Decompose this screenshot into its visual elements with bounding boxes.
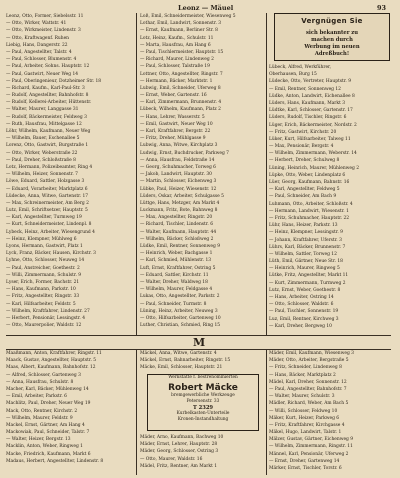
directory-entry: Löwe, Eduard, Sattler, Holzgasse 3	[6, 179, 85, 185]
directory-entry: Madaus, Herbert, Angestellter, Lindenstr. 8	[6, 458, 104, 464]
directory-entry: Lüdke, Emil, Rentner, Sonnenweg 9	[140, 244, 220, 249]
directory-entry: Lottner, Otto, Angestellter, Ringstr. 7	[140, 71, 223, 77]
directory-entry: Lührs, Karl, Bäcker, Brunnenstr. 7	[269, 244, 346, 250]
directory-entry: — Otto, Maurerpolier, Waldstr. 12	[6, 323, 82, 329]
directory-entry: — Fritz, Gastwirt, Kirchstr. 20	[269, 129, 337, 135]
directory-entry: — Richard, Kaufm., Karl-Paul-Str. 3	[6, 85, 85, 91]
directory-entry: Lüders, Rudolf, Tischler, Ringstr. 6	[269, 115, 347, 121]
directory-entry: — Martin, Schlosser, Eichenweg 3	[140, 179, 217, 185]
directory-entry: — Paul, Dreher, Schloßstraße 8	[6, 157, 76, 163]
directory-entry: — Rudolf, Kellerei-Arbeiter, Hüttenstr.	[6, 100, 92, 106]
directory-entry: — Willi, Schlosser, Feldweg 10	[269, 408, 338, 414]
directory-entry: Lütke, Fritz, Angestellter, Markt 11	[269, 273, 349, 279]
directory-entry: — Paul, Schlosser, Talstraße 19	[140, 64, 210, 70]
directory-entry: — Richard, Tischler, Lindenstr. 6	[140, 222, 213, 228]
directory-entry: Macklin, Anton, Weber, Ringweg 1	[6, 444, 83, 450]
directory-entry: — Alfred, Schlosser, Gartenweg 3	[6, 372, 81, 378]
directory-entry: Lüttge, Hans, Metzger, Am Markt 4	[140, 200, 220, 206]
directory-entry: — Karl, Angestellter, Turmweg 19	[6, 215, 82, 221]
column-divider	[266, 13, 267, 335]
directory-entry: — Kurt, Zimmermann, Turmweg 2	[269, 280, 346, 286]
directory-entry: — Wilhelm, Maurer, Feldgasse 4	[140, 287, 213, 293]
directory-entry: Lüpke, Otto, Weber, Lindenplatz 6	[269, 172, 346, 178]
directory-entry: — Ernst, Kaufmann, Berliner Str. 8	[140, 28, 218, 34]
directory-entry: — Herbert, Dreher, Schulweg 8	[269, 158, 340, 164]
directory-entry: Lüdecke, Anna, Witwe, Gartenstr. 17	[6, 193, 89, 199]
directory-entry: — Emil, Rentner, Sonnenweg 12	[269, 86, 341, 92]
ad-line: Adreßbuch!	[314, 51, 350, 57]
directory-entry: Mädel, Karl, Dreher, Sonnenstr. 12	[269, 379, 347, 385]
directory-entry: Liebig, Hans, Dangerstr. 22	[6, 42, 68, 48]
directory-entry: Mäkel, Hugo, Landwirt, Talstr. 1	[269, 430, 342, 436]
directory-entry: Lüer, Georg, Kaufmann, Bahnstr. 16	[269, 180, 350, 185]
section-letter: M	[193, 336, 206, 349]
directory-entry: — Ernst, Weber, Gartenstr. 16	[140, 93, 207, 99]
directory-entry: Lühr, Hans, Heizer, Parkstr. 13	[269, 223, 338, 229]
directory-entry: Mäker, Kurt, Heizer, Parkweg 6	[269, 415, 340, 421]
directory-entry: — Otto, Wirker, Wattstr. 41	[6, 21, 67, 27]
directory-entry: Luckmann, Fritz, Bote, Bahnweg 8	[140, 208, 218, 214]
directory-entry: — Hans, Lehrer, Wasserstr. 5	[140, 114, 205, 120]
directory-entry: Lübeck, Alfred, Werkführer,	[269, 65, 332, 70]
directory-entry: — Hans, Bäcker, Marktplatz 2	[269, 372, 336, 378]
directory-entry: Männel, Karl, Pensionär, Uferweg 2	[269, 451, 349, 457]
directory-entry: — Paul, Schneider, Turmstr. 8	[140, 301, 207, 307]
directory-entry: Lüders, Oskar, Arbeiter, Schulgasse 5	[140, 193, 224, 199]
directory-entry: — Paul, Angestellter, Bahnhofstr. 7	[269, 386, 347, 392]
directory-entry: Lübke, Paul, Heizer, Wiesenstr. 12	[140, 186, 217, 192]
directory-entry: — Wilhelm, Heizer, Sonnenstr. 7	[6, 172, 78, 178]
directory-entry: — Paul, Schlosser, Blumenstr. 4	[6, 57, 77, 63]
directory-entry: — Hans, Arbeiter, Ostring 14	[269, 295, 334, 300]
directory-entry: — Otto, Wirker, Weberstraße 22	[6, 150, 78, 156]
directory-entry: Machlitz, Paul, Dreher, Neuer Weg 19	[6, 401, 91, 407]
directory-entry: — Karl, Kraftfahrer, Bergstr. 22	[140, 129, 211, 134]
directory-entry: — Fritz, Kraftfahrer, Kirchgasse 4	[269, 422, 345, 428]
directory-entry: Luz, Emil, Rentner, Kirchweg 3	[269, 316, 339, 322]
directory-entry: — Johann, Kraftfahrer, Uferstr. 3	[269, 237, 342, 243]
directory-entry: Lutz, Ernst, Weber, Goethestr. 8	[269, 287, 341, 293]
directory-entry: — Georg, Schuhmacher, Torweg 6	[140, 164, 216, 170]
directory-entry: — Hans, Kaufmann, Parkstr. 10	[6, 287, 76, 293]
directory-entry: Mädel, Fritz, Rentner, Am Markt 1	[140, 463, 218, 469]
directory-entry: Oberhausen, Burg 15	[269, 72, 317, 78]
directory-entry: — Fritz, Schneider, Lindenweg 8	[269, 365, 342, 371]
directory-entry: Ludwig, Ernst, Buchdrucker, Parkweg 7	[140, 150, 229, 156]
directory-entry: Mackel, Ernst, Gärtner, Am Hang 4	[6, 422, 85, 428]
directory-entry: Mäder, Ernst, Lehrer, Hauptstr. 28	[140, 442, 218, 448]
directory-entry: Mäder, Otto, Arbeiter, Bergstraße 5	[269, 358, 349, 364]
ad-line: Werbung im neuen	[304, 44, 360, 50]
directory-entry: — Otto, Kraftwagenf. Ruhen	[6, 35, 69, 41]
directory-entry: — Wilhelm, Bauer, Eschenallee 5	[6, 136, 80, 142]
directory-entry: Mäckel, Anna, Witwe, Gartenstr. 4	[140, 351, 217, 356]
directory-entry: Lüdecke, Otto, Vertreter, Hauptstr. 9	[269, 79, 351, 85]
directory-entry: — Anna, Hausfrau, Schulstr. 8	[6, 379, 74, 385]
directory-entry: — Walter, Maurer, Langgasse 31	[6, 107, 79, 113]
directory-entry: — Emil, Gastwirt, Neuer Weg 10	[140, 121, 213, 127]
directory-entry: Lubwig, Emil, Schneider, Uferweg 8	[140, 85, 221, 91]
column-divider	[136, 13, 137, 335]
directory-entry: — Ruth, Hausfrau, Mittelgasse 12	[6, 121, 82, 127]
directory-entry: Macke, Friedrich, Kaufmann, Markt 6	[6, 451, 91, 457]
directory-entry: — Marta, Hausfrau, Am Hang 6	[140, 42, 211, 48]
directory-entry: Leonz, Otto, Former, Siebelsstr. 11	[6, 14, 84, 19]
directory-entry: — Karl, Schmied, Mühlenstr. 13	[140, 258, 212, 264]
directory-entry: — Heinrich, Weber, Bachgasse 1	[140, 251, 213, 257]
directory-entry: — Paul, Arbeiter, Sohns. Hauptstr. 12	[6, 64, 90, 70]
mad-line: Petersenstr. 33	[186, 399, 220, 404]
directory-entry: Lybeck, Heinz, Arbeiter, Wiesengrund 4	[6, 229, 95, 235]
directory-entry: — Otto, Wirkmeister, Lindenstr. 3	[6, 28, 81, 34]
directory-entry: — Kurt, Schneidermeister, Lindenpl. 8	[6, 222, 92, 228]
ad-line: sich bekannter zu	[305, 30, 358, 36]
directory-entry: — Otto, Maurer, Waldstr. 16	[140, 456, 203, 462]
mad-line: bremgewerbliche Werkzeuge	[171, 393, 235, 398]
directory-entry: — Walter, Kaufmann, Hauptstr. 44	[140, 229, 217, 235]
directory-entry: — Wilhelm, Zimmermann, Ringstr. 11	[269, 444, 353, 450]
directory-entry: Maas, Albert, Kaufmann, Bahnhofstr. 12	[6, 365, 96, 371]
directory-entry: — Wilhelm, Kraftfahrer, Lindenstr. 27	[6, 308, 90, 314]
directory-entry: — Walter, Heizer, Bergstr. 13	[6, 437, 71, 443]
directory-entry: Lutz, Emil, Schriftsetzer, Hauptstr. 5	[6, 208, 88, 214]
directory-entry: — Paul, Oberingenieur, Dotzheimer Str. 18	[6, 78, 102, 84]
directory-entry: — Emil, Arbeiter, Parkstr. 6	[6, 394, 67, 400]
directory-entry: Luhmann, Otto, Arbeiter, Schloßstr. 4	[269, 201, 353, 207]
directory-entry: — Rudolf, Bäckermeister, Feldweg 3	[6, 114, 87, 120]
directory-entry: — Hermann, Bäcker, Marktstr. 1	[140, 78, 213, 84]
directory-entry: Mack, Otto, Rentner, Kirchstr. 2	[6, 408, 78, 414]
directory-entry: Lüdtke, Karl, Schlosser, Gartenstr. 17	[269, 108, 353, 114]
directory-entry: Lyck, Franz, Bäcker, Hausen, Kirchstr. 3	[6, 251, 96, 257]
directory-entry: Lorenz, Otto, Gastwirt, Burgstraße 1	[6, 143, 89, 149]
directory-entry: — Willi, Zimmermann, Schulstr. 9	[6, 272, 82, 278]
column-2	[140, 13, 265, 336]
directory-entry: — Paul, Tischler, Sonnenstr. 19	[269, 309, 339, 315]
running-head: Leonz — Mäuel	[178, 4, 234, 12]
directory-entry: — Richard, Maurer, Lindenweg 2	[140, 57, 214, 63]
directory-entry: — Walter, Maurer, Schulstr. 3	[269, 394, 335, 400]
directory-entry: — Heinz, Klempner, Mühlweg 6	[6, 236, 77, 242]
directory-entry: — Otto, Hilfsarbeiter, Gartenweg 10	[140, 315, 221, 321]
directory-entry: Maack, Gustav, Angestellter, Hauptstr. 5	[6, 358, 97, 364]
directory-entry: — Karl, Zimmermann, Brunnenstr. 4	[140, 100, 222, 106]
directory-entry: — Wilhelm, Maurer, Feldstr. 9	[6, 415, 73, 421]
directory-entry: Lüth, Emil, Gärtner, Neue Str. 18	[269, 259, 343, 265]
column-5-lower	[140, 434, 265, 475]
ad-line: machen durch	[311, 37, 353, 43]
ad-body	[275, 30, 389, 58]
directory-entry: — Herbert, Pensionär, Lessingstr. 4	[6, 315, 85, 321]
directory-entry: Mäder, Arno, Kaufmann, Bachweg 10	[140, 435, 224, 440]
directory-entry: Lüger, Erich, Bäckermeister, Nordstr. 2	[269, 122, 357, 128]
directory-entry: — Max, Angestellter, Ringstr. 20	[140, 215, 213, 221]
directory-entry: Lüders, Hans, Kaufmann, Markt 3	[269, 100, 346, 106]
directory-entry: — Paul, Tischlermeister, Hauptstr. 15	[140, 49, 224, 55]
directory-entry: Lothar, Emil, Landwirt, Sonnenstr. 3	[140, 21, 222, 27]
directory-entry: Lyhne, Otto, Schlosser, Neuweg 14	[6, 258, 85, 264]
directory-entry: — Karl, Dreher, Bergweg 10	[269, 323, 332, 329]
directory-entry: — Paul, Anstreicher, Goethestr. 2	[6, 265, 80, 271]
directory-entry: — Heinz, Klempner, Lessingstr. 9	[269, 230, 343, 236]
directory-entry: — Heinrich, Maurer, Ringweg 5	[269, 266, 340, 272]
directory-entry: — Jakob, Landwirt, Hauptstr. 30	[140, 172, 212, 178]
directory-entry: Lubwig, Anna, Witwe, Kirchplatz 3	[140, 143, 218, 149]
column-6	[269, 350, 391, 475]
directory-entry: Luft, Ernst, Kraftfahrer, Ostring 5	[140, 265, 216, 271]
directory-entry: Lyons, Hermann, Gastwirt, Platz 1	[6, 244, 83, 249]
directory-entry: — Otto, Schlosser, Waldstr. 6	[269, 302, 334, 308]
directory-entry: — Paul, Angestellter, Talstr. 4	[6, 49, 72, 55]
directory-entry: Löhr, Wilhelm, Kaufmann, Neuer Weg	[6, 129, 91, 134]
directory-entry: — Paul, Schneider, Am Bach 9	[269, 194, 337, 200]
directory-entry: — Paul, Gastwirt, Neuer Weg 14	[6, 71, 79, 77]
directory-entry: — Hermann, Landwirt, Wiesenstr. 1	[269, 208, 349, 214]
column-divider	[266, 350, 267, 475]
directory-entry: Lüning, Heinz, Arbeiter, Neuweg 3	[140, 308, 218, 314]
directory-entry: — Ernst, Dreher, Gartenweg 14	[269, 458, 340, 464]
directory-entry: Macher, Karl, Bäcker, Mühlenweg 14	[6, 386, 89, 392]
directory-entry: Mälzer, Gustav, Gärtner, Eichenweg 9	[269, 437, 354, 443]
directory-entry: — Fritz, Dreher, Mühlgasse 9	[140, 136, 206, 142]
directory-entry: Lukas, Otto, Angestellter, Parkstr. 2	[140, 294, 220, 300]
directory-entry: — Anna, Hausfrau, Feldstraße 14	[140, 157, 215, 163]
directory-entry: — Wilhelm, Zimmermann, Weberstr. 14	[269, 151, 357, 157]
advertisement-box	[274, 13, 390, 61]
mad-line: Kronen-Instandhaltung	[177, 417, 229, 422]
directory-entry: Maaßmann, Anton, Kraftfahrer, Ringstr. 11	[6, 351, 102, 356]
page-number: 93	[377, 4, 387, 12]
directory-entry: Lüker, Kurt, Hilfsarbeiter, Talweg 11	[269, 136, 351, 142]
column-divider	[136, 350, 137, 475]
ad-title: Vergnügen Sie	[301, 17, 363, 25]
directory-entry: — Karl, Hilfsarbeiter, Feldstr. 5	[6, 301, 76, 307]
maecke-advertisement	[147, 374, 259, 431]
mad-phone: T 2329	[192, 405, 214, 411]
directory-entry: Mäder, Georg, Schlosser, Ostring 3	[140, 449, 219, 455]
directory-entry: — Eduard, Sattler, Kirchstr. 11	[140, 272, 209, 278]
directory-entry: Loß, Emil, Schneidermeister, Wiesenweg 5	[140, 14, 236, 19]
column-4	[6, 350, 134, 475]
directory-entry: — Wilhelm, Bäcker, Schloßweg 2	[140, 236, 214, 242]
directory-entry: — Karl, Angestellter, Feldweg 5	[269, 187, 340, 193]
directory-entry: Luther, Christian, Schmied, Ring 15	[140, 323, 221, 329]
directory-entry: Lotz, Heinz, Kaufm., Schulstr. 11	[140, 35, 214, 41]
directory-entry: Mackowiak, Paul, Schneider, Talstr. 7	[6, 430, 90, 436]
directory-entry: Lotz, Hermann, Polizeibeamter, Ring 4	[6, 164, 93, 170]
mad-name: Robert Mäcke	[168, 383, 238, 393]
directory-entry: — Fritz, Angestellter, Ringstr. 33	[6, 294, 80, 300]
directory-entry: — Max, Pensionär, Bergstr. 4	[269, 144, 334, 150]
directory-entry: Lüdke, Anton, Landwirt, Eichenallee 8	[269, 93, 355, 99]
directory-entry: — Fritz, Schuhmacher, Hauptstr. 22	[269, 215, 350, 221]
mad-line: Werkstätte f. bestrenommierten	[168, 375, 238, 380]
directory-entry: Märker, Ernst, Tischler, Torstr. 6	[269, 466, 342, 471]
column-1	[6, 13, 134, 336]
directory-entry: — Max, Schreinermeister, Am Berg 2	[6, 200, 89, 206]
mad-line: Kurbelkasten-Unterteile	[176, 411, 230, 416]
directory-entry: Mäcke, Emil, Schlosser, Hauptstr. 21	[140, 365, 223, 371]
directory-entry: Lyser, Erich, Former, Bachstr. 21	[6, 279, 80, 285]
directory-entry: — Rudolf, Angestellter, Bahnhofstr. 8	[6, 93, 89, 99]
directory-entry: Mäckel, Ernst, Bahnarbeiter, Ringstr. 15	[140, 358, 231, 364]
column-5	[140, 350, 265, 371]
directory-entry: — Walter, Dreher, Waldweg 18	[140, 279, 208, 285]
column-3	[269, 64, 391, 336]
directory-entry: Mäder, Emil, Kaufmann, Wiesenweg 3	[269, 351, 354, 356]
directory-entry: Lübeck, Wilhelm, Kaufmann, Platz 2	[140, 107, 221, 113]
directory-entry: — Wilhelm, Sattler, Torweg 12	[269, 251, 337, 257]
directory-entry: Lüning, Heinrich, Maurer, Mühlenweg 2	[269, 165, 360, 171]
directory-entry: — Eduard, Vorarbeiter, Marktplatz 6	[6, 186, 88, 192]
directory-entry: Mädler, Richard, Weber, Am Bach 5	[269, 401, 349, 407]
